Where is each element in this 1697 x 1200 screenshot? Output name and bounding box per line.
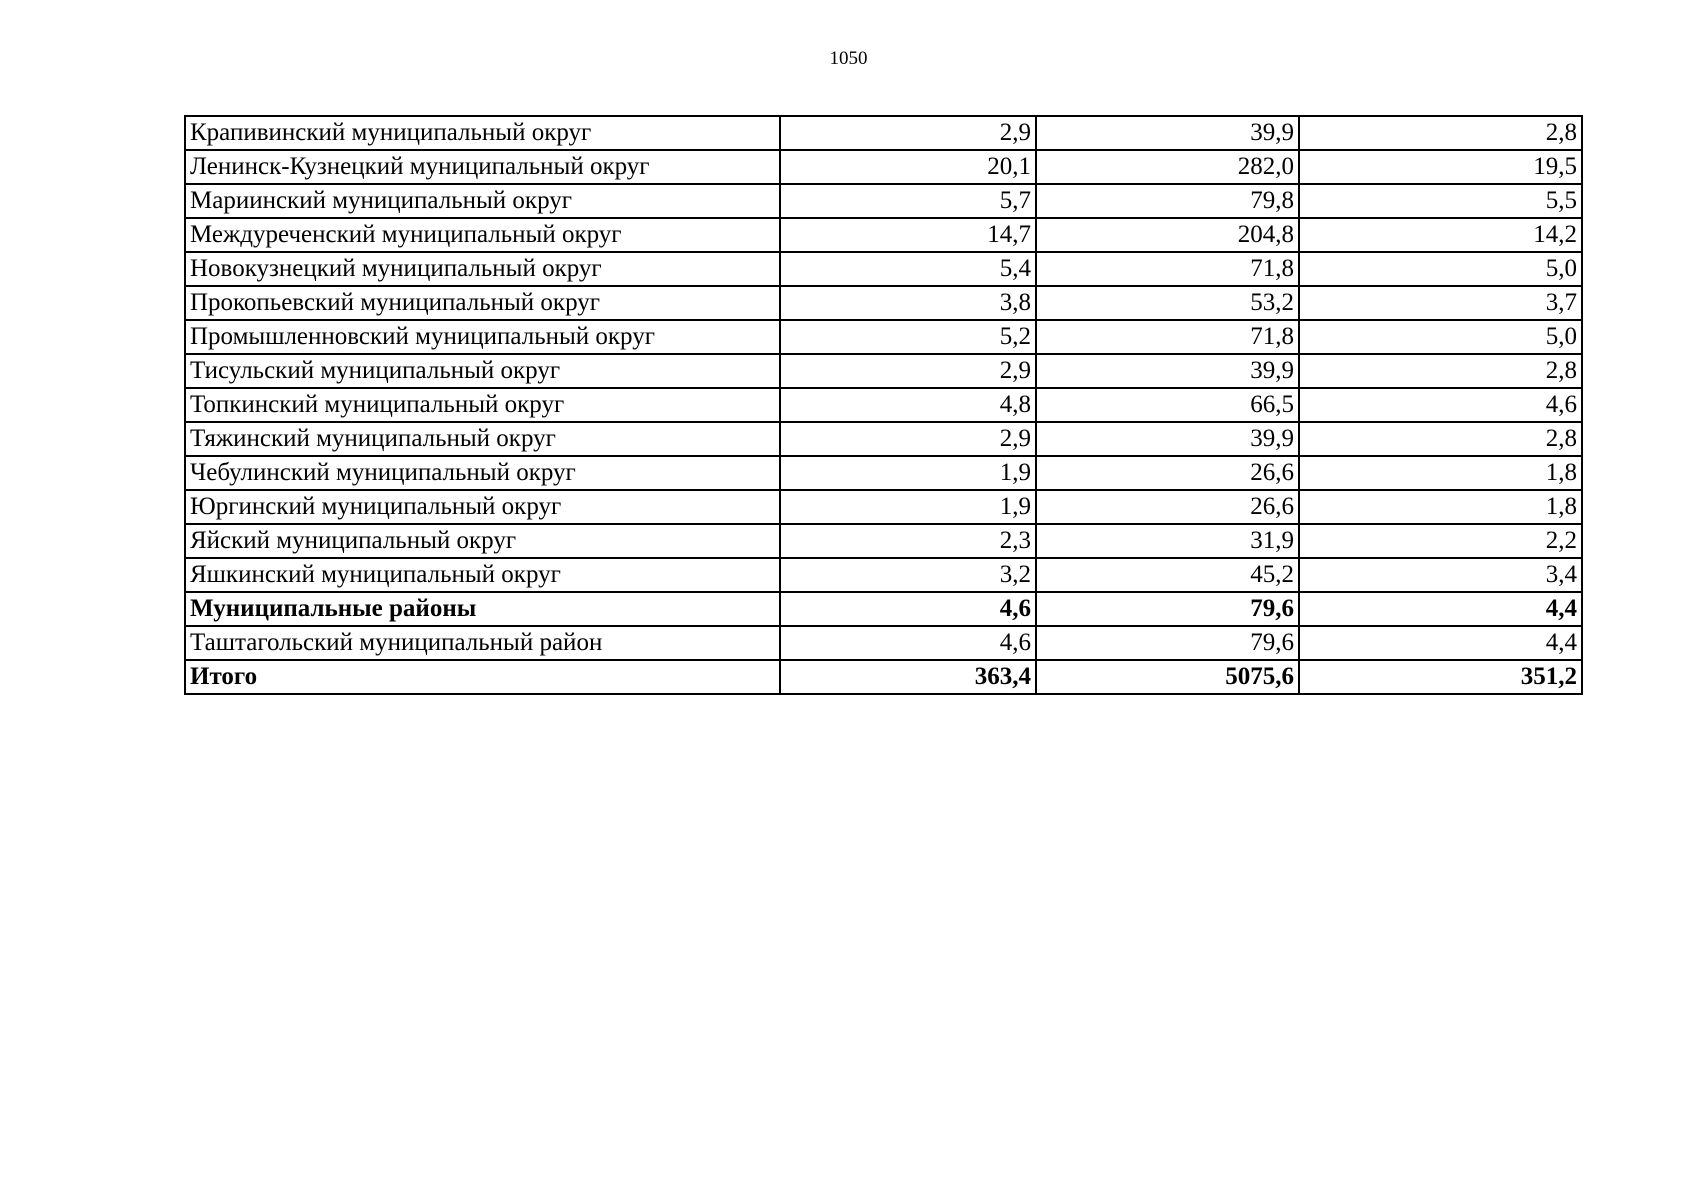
row-name-cell: Прокопьевский муниципальный округ bbox=[185, 286, 780, 320]
table-row bbox=[185, 218, 1582, 252]
value-cell-2: 39,9 bbox=[1036, 422, 1299, 456]
value-cell-1: 4,6 bbox=[780, 626, 1036, 660]
table-row bbox=[185, 116, 1582, 150]
value-cell-1: 5,4 bbox=[780, 252, 1036, 286]
value-cell-2: 39,9 bbox=[1036, 354, 1299, 388]
value-cell-1: 2,9 bbox=[780, 354, 1036, 388]
value-cell-2: 71,8 bbox=[1036, 252, 1299, 286]
value-cell-2: 53,2 bbox=[1036, 286, 1299, 320]
row-name-cell: Юргинский муниципальный округ bbox=[185, 490, 780, 524]
value-cell-1: 4,6 bbox=[780, 592, 1036, 626]
value-cell-3: 2,8 bbox=[1299, 354, 1582, 388]
value-cell-2: 31,9 bbox=[1036, 524, 1299, 558]
value-cell-3: 5,0 bbox=[1299, 252, 1582, 286]
table-row bbox=[185, 456, 1582, 490]
value-cell-2: 204,8 bbox=[1036, 218, 1299, 252]
table-row bbox=[185, 422, 1582, 456]
table-row bbox=[185, 320, 1582, 354]
page-number: 1050 bbox=[829, 48, 868, 69]
data-table bbox=[184, 115, 1583, 695]
row-name-cell: Промышленновский муниципальный округ bbox=[185, 320, 780, 354]
table-row bbox=[185, 150, 1582, 184]
value-cell-2: 39,9 bbox=[1036, 116, 1299, 150]
table-row bbox=[185, 660, 1582, 694]
value-cell-2: 5075,6 bbox=[1036, 660, 1299, 694]
value-cell-3: 1,8 bbox=[1299, 490, 1582, 524]
value-cell-2: 26,6 bbox=[1036, 456, 1299, 490]
value-cell-2: 66,5 bbox=[1036, 388, 1299, 422]
value-cell-3: 2,8 bbox=[1299, 422, 1582, 456]
value-cell-1: 2,9 bbox=[780, 116, 1036, 150]
row-name-cell: Новокузнецкий муниципальный округ bbox=[185, 252, 780, 286]
value-cell-2: 79,6 bbox=[1036, 592, 1299, 626]
value-cell-3: 5,5 bbox=[1299, 184, 1582, 218]
value-cell-1: 3,2 bbox=[780, 558, 1036, 592]
value-cell-3: 4,6 bbox=[1299, 388, 1582, 422]
value-cell-1: 5,7 bbox=[780, 184, 1036, 218]
table-row bbox=[185, 184, 1582, 218]
value-cell-1: 363,4 bbox=[780, 660, 1036, 694]
table-row bbox=[185, 286, 1582, 320]
value-cell-2: 282,0 bbox=[1036, 150, 1299, 184]
value-cell-2: 26,6 bbox=[1036, 490, 1299, 524]
value-cell-2: 79,6 bbox=[1036, 626, 1299, 660]
value-cell-1: 2,9 bbox=[780, 422, 1036, 456]
row-name-cell: Междуреченский муниципальный округ bbox=[185, 218, 780, 252]
row-name-cell: Тисульский муниципальный округ bbox=[185, 354, 780, 388]
row-name-cell: Чебулинский муниципальный округ bbox=[185, 456, 780, 490]
row-name-cell: Мариинский муниципальный округ bbox=[185, 184, 780, 218]
row-name-cell: Яйский муниципальный округ bbox=[185, 524, 780, 558]
row-name-cell: Ленинск-Кузнецкий муниципальный округ bbox=[185, 150, 780, 184]
value-cell-3: 2,8 bbox=[1299, 116, 1582, 150]
row-name-cell: Топкинский муниципальный округ bbox=[185, 388, 780, 422]
table-row bbox=[185, 524, 1582, 558]
value-cell-3: 4,4 bbox=[1299, 626, 1582, 660]
value-cell-1: 20,1 bbox=[780, 150, 1036, 184]
row-name-cell: Крапивинский муниципальный округ bbox=[185, 116, 780, 150]
value-cell-1: 1,9 bbox=[780, 490, 1036, 524]
value-cell-3: 3,4 bbox=[1299, 558, 1582, 592]
table-row bbox=[185, 558, 1582, 592]
row-name-cell: Яшкинский муниципальный округ bbox=[185, 558, 780, 592]
value-cell-3: 2,2 bbox=[1299, 524, 1582, 558]
value-cell-1: 3,8 bbox=[780, 286, 1036, 320]
value-cell-3: 3,7 bbox=[1299, 286, 1582, 320]
value-cell-1: 2,3 bbox=[780, 524, 1036, 558]
value-cell-1: 14,7 bbox=[780, 218, 1036, 252]
value-cell-3: 1,8 bbox=[1299, 456, 1582, 490]
row-name-cell: Таштагольский муниципальный район bbox=[185, 626, 780, 660]
value-cell-2: 45,2 bbox=[1036, 558, 1299, 592]
row-name-cell: Итого bbox=[185, 660, 780, 694]
value-cell-3: 19,5 bbox=[1299, 150, 1582, 184]
value-cell-3: 14,2 bbox=[1299, 218, 1582, 252]
table-row bbox=[185, 490, 1582, 524]
value-cell-1: 5,2 bbox=[780, 320, 1036, 354]
table-row bbox=[185, 252, 1582, 286]
value-cell-1: 4,8 bbox=[780, 388, 1036, 422]
table-row bbox=[185, 626, 1582, 660]
row-name-cell: Тяжинский муниципальный округ bbox=[185, 422, 780, 456]
value-cell-3: 351,2 bbox=[1299, 660, 1582, 694]
table-row bbox=[185, 388, 1582, 422]
table-row bbox=[185, 354, 1582, 388]
table-row bbox=[185, 592, 1582, 626]
row-name-cell: Муниципальные районы bbox=[185, 592, 780, 626]
value-cell-1: 1,9 bbox=[780, 456, 1036, 490]
value-cell-2: 71,8 bbox=[1036, 320, 1299, 354]
table-body bbox=[185, 116, 1582, 694]
value-cell-3: 4,4 bbox=[1299, 592, 1582, 626]
value-cell-3: 5,0 bbox=[1299, 320, 1582, 354]
value-cell-2: 79,8 bbox=[1036, 184, 1299, 218]
